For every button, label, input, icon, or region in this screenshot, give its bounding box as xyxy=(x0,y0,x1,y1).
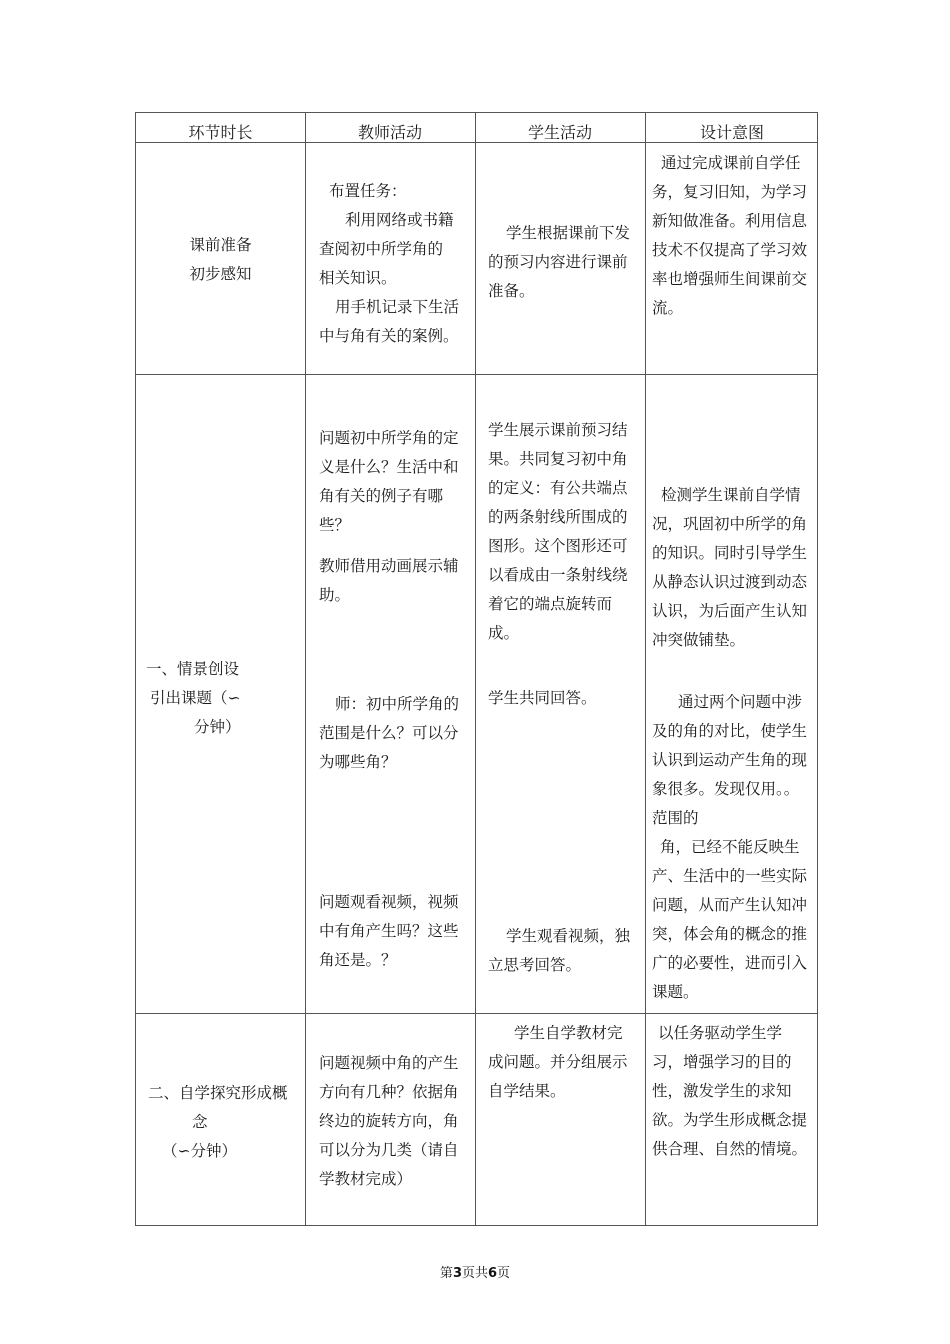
row2-teacher-q3 xyxy=(319,888,469,975)
text-line: 况，巩固初中所学的角 xyxy=(652,515,808,533)
text-line: 教师借用动画展示辅 xyxy=(319,557,459,575)
stage-line: 分钟） xyxy=(194,718,241,736)
text-line: 相关知识。 xyxy=(319,269,397,287)
text-line: 利用网络或书籍 xyxy=(345,211,454,229)
text-line: 新知做准备。利用信息 xyxy=(652,212,808,230)
stage-line: 一、情景创设 xyxy=(146,660,240,678)
text-line: 角，已经不能反映生 xyxy=(660,838,800,856)
text-line: 范围的 xyxy=(652,809,699,827)
row-divider xyxy=(136,1013,817,1014)
text-line: 些？ xyxy=(319,516,351,534)
text-line: 问题初中所学角的定 xyxy=(319,429,459,447)
text-line: 为哪些角？ xyxy=(319,753,397,771)
row3-design xyxy=(652,1019,816,1164)
stage-line: 课前准备 xyxy=(189,236,252,254)
text-line: 自学结果。 xyxy=(488,1082,566,1100)
text-line: 用手机记录下生活 xyxy=(335,298,460,316)
page-number: 3 xyxy=(452,1266,462,1281)
row-divider xyxy=(136,374,817,375)
row2-teacher-q2 xyxy=(319,690,469,777)
text-line: 以任务驱动学生学 xyxy=(658,1024,783,1042)
text-line: 角有关的例子有哪 xyxy=(319,487,444,505)
text-line: 课题。 xyxy=(652,983,699,1001)
text-line: 流。 xyxy=(652,299,684,317)
header-design: 设计意图 xyxy=(699,123,764,142)
text-line: 查阅初中所学角的 xyxy=(319,240,444,258)
text-line: 成问题。并分组展示 xyxy=(488,1053,628,1071)
text-line: 问题视频中角的产生 xyxy=(319,1054,459,1072)
text-line: 中有角产生吗？这些 xyxy=(319,922,459,940)
text-line: 欲。为学生形成概念提 xyxy=(652,1111,808,1129)
row1-stage xyxy=(136,231,305,289)
row1-student xyxy=(488,219,640,306)
text-line: 成。 xyxy=(488,624,520,642)
row2-stage xyxy=(146,655,301,742)
footer-text: 页共 xyxy=(461,1266,488,1281)
column-divider xyxy=(475,113,476,1225)
row2-design-1 xyxy=(652,481,816,655)
text-line: 从静态认识过渡到动态 xyxy=(652,573,808,591)
text-line: 通过两个问题中涉 xyxy=(678,693,803,711)
text-line: 习，增强学习的目的 xyxy=(652,1053,792,1071)
text-line: 可以分为几类（请自 xyxy=(319,1141,459,1159)
stage-line: 念 xyxy=(192,1113,208,1131)
text-line: 角还是。？ xyxy=(319,951,397,969)
header-teacher: 教师活动 xyxy=(357,123,422,142)
text-line: 认识，为后面产生认知 xyxy=(652,602,808,620)
column-divider xyxy=(305,113,306,1225)
text-line: 助。 xyxy=(319,586,351,604)
text-line: 的预习内容进行课前 xyxy=(488,253,628,271)
stage-line: （∽分钟） xyxy=(162,1142,237,1160)
text-line: 象很多。发现仅用。。 xyxy=(652,780,800,798)
text-line: 冲突做铺垫。 xyxy=(652,631,746,649)
lesson-table xyxy=(135,112,818,1226)
text-line: 中与角有关的案例。 xyxy=(319,327,459,345)
text-line: 立思考回答。 xyxy=(488,956,582,974)
text-line: 学生展示课前预习结 xyxy=(488,421,628,439)
row3-stage xyxy=(148,1079,303,1166)
text-line: 务，复习旧知，为学习 xyxy=(652,183,808,201)
text-line: 着它的端点旋转而 xyxy=(488,595,613,613)
text-line: 检测学生课前自学情 xyxy=(661,486,801,504)
text-line: 范围是什么？可以分 xyxy=(319,724,459,742)
text-line: 及的角的对比，使学生 xyxy=(652,722,808,740)
text-line: 准备。 xyxy=(488,282,535,300)
text-line: 学教材完成） xyxy=(319,1170,413,1188)
header-stage: 环节时长 xyxy=(188,123,253,142)
header-student: 学生活动 xyxy=(527,123,592,142)
text-line: 师：初中所学角的 xyxy=(335,695,460,713)
text-line: 学生共同回答。 xyxy=(488,689,597,707)
stage-line: 二、自学探究形成概 xyxy=(148,1084,288,1102)
row2-student-a2 xyxy=(488,684,640,713)
text-line: 认识到运动产生角的现 xyxy=(652,751,808,769)
text-line: 性，激发学生的求知 xyxy=(652,1082,792,1100)
text-line: 的两条射线所围成的 xyxy=(488,508,628,526)
text-line: 学生观看视频，独 xyxy=(506,927,631,945)
text-line: 以看成由一条射线绕 xyxy=(488,566,628,584)
text-line: 学生自学教材完 xyxy=(514,1024,623,1042)
text-line: 问题，从而产生认知冲 xyxy=(652,896,808,914)
text-line: 突，体会角的概念的推 xyxy=(652,925,808,943)
text-line: 问题观看视频，视频 xyxy=(319,893,459,911)
page-total: 6 xyxy=(488,1266,498,1281)
text-line: 的知识。同时引导学生 xyxy=(652,544,808,562)
text-line: 通过完成课前自学任 xyxy=(661,154,801,172)
row2-student-a1 xyxy=(488,416,640,648)
text-line: 率也增强师生间课前交 xyxy=(652,270,808,288)
text-line: 图形。这个图形还可 xyxy=(488,537,628,555)
footer-text: 页 xyxy=(497,1266,511,1281)
column-divider xyxy=(645,113,646,1225)
text-line: 终边的旋转方向，角 xyxy=(319,1112,459,1130)
text-line: 的定义：有公共端点 xyxy=(488,479,628,497)
text-line: 产、生活中的一些实际 xyxy=(652,867,808,885)
text-line: 义是什么？生活中和 xyxy=(319,458,459,476)
page-footer xyxy=(0,1262,950,1281)
text-line: 布置任务： xyxy=(329,182,407,200)
text-line: 果。共同复习初中角 xyxy=(488,450,628,468)
row3-teacher xyxy=(319,1049,469,1194)
footer-text: 第 xyxy=(439,1266,453,1281)
row3-student xyxy=(488,1019,640,1106)
text-line: 广的必要性，进而引入 xyxy=(652,954,808,972)
row2-student-a3 xyxy=(488,922,640,980)
text-line: 供合理、自然的情境。 xyxy=(652,1140,808,1158)
stage-line: 引出课题（∽ xyxy=(150,689,241,707)
row1-design xyxy=(652,149,816,323)
row2-design-2 xyxy=(652,688,816,1007)
row2-teacher-anim xyxy=(319,552,469,610)
stage-line: 初步感知 xyxy=(189,265,252,283)
text-line: 学生根据课前下发 xyxy=(506,224,631,242)
text-line: 方向有几种？依据角 xyxy=(319,1083,459,1101)
row1-teacher xyxy=(319,177,469,351)
row2-teacher-q1 xyxy=(319,424,469,540)
text-line: 技术不仅提高了学习效 xyxy=(652,241,808,259)
